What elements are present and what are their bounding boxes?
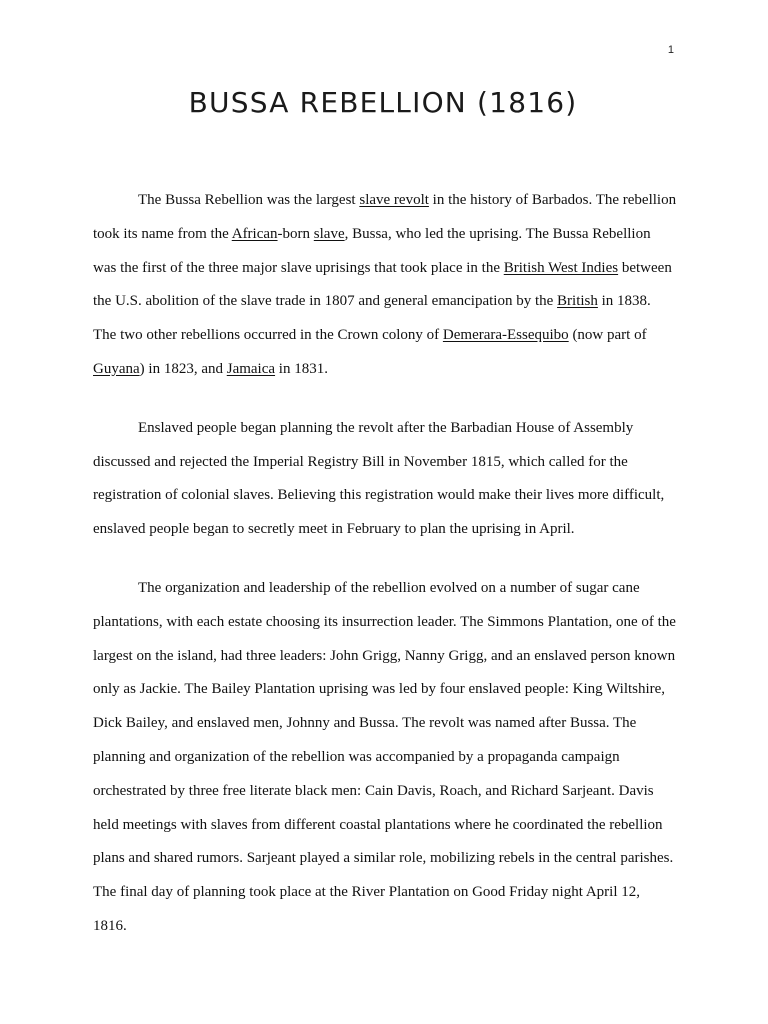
body-paragraph bbox=[93, 412, 677, 547]
hyperlink[interactable]: British bbox=[557, 293, 598, 310]
hyperlink[interactable]: Jamaica bbox=[226, 360, 276, 377]
hyperlink[interactable]: African bbox=[231, 225, 278, 242]
paragraph-text: The organization and leadership of the rebellion evolved on a number of sugar cane plantations, with each estate choosing its insurrection leader. The Simmons Plantation, one of the largest on the island, had three leaders: John Grigg, Nanny Grigg, and an enslaved person known only as Jackie. The Bailey Plantation uprising was led by four enslaved people: King Wiltshire, Dick Bailey, and enslaved men, Johnny and Bussa. The revolt was named after Bussa. The planning and organization of the rebellion was accompanied by a propaganda campaign orchestrated by three free literate black men: Cain Davis, Roach, and Richard Sarjeant. Davis held meetings with slaves from different coastal plantations where he coordinated the rebellion plans and shared rumors. Sarjeant played a similar role, mobilizing rebels in the central parishes. The final day of planning took place at the River Plantation on Good Friday night April 12, 1816. bbox=[93, 579, 676, 934]
document-title: BUSSA REBELLION (1816) bbox=[188, 86, 578, 119]
document-body bbox=[93, 184, 677, 969]
body-paragraph bbox=[93, 572, 677, 944]
paragraph-text: in 1831. bbox=[275, 360, 328, 377]
body-paragraph bbox=[93, 184, 677, 387]
paragraph-text: The Bussa Rebellion was the largest bbox=[138, 192, 360, 208]
paragraph-text: Enslaved people began planning the revolt after the Barbadian House of Assembly discussed and rejected the Imperial Registry Bill in November 1815, which called for the registration of colonial slaves. Believing this registration would make their lives more difficult, enslaved people began to secretly meet in February to plan the uprising in April. bbox=[93, 419, 665, 538]
paragraph-text: between the U.S. abolition of the slave trade in 1807 and general emancipation by the bbox=[93, 259, 672, 310]
paragraph-text: -born bbox=[277, 225, 314, 242]
hyperlink[interactable]: Guyana bbox=[93, 360, 140, 377]
paragraph-text: in the history of Barbados. The rebellion took its name from the bbox=[93, 192, 677, 242]
paragraph-text: in 1838. The two other rebellions occurred in the Crown colony of bbox=[93, 293, 651, 344]
paragraph-text: (now part of bbox=[568, 327, 647, 344]
paragraph-text: ) in 1823, and bbox=[139, 360, 227, 377]
hyperlink[interactable]: Demerara-Essequibo bbox=[442, 327, 569, 344]
page-number: 1 bbox=[667, 44, 674, 56]
hyperlink[interactable]: slave bbox=[313, 225, 345, 242]
hyperlink[interactable]: British West Indies bbox=[503, 259, 619, 276]
paragraph-text: , Bussa, who led the uprising. The Bussa Rebellion was the first of the three major slave uprisings that took place in the bbox=[93, 225, 651, 276]
hyperlink[interactable]: slave revolt bbox=[359, 192, 429, 208]
